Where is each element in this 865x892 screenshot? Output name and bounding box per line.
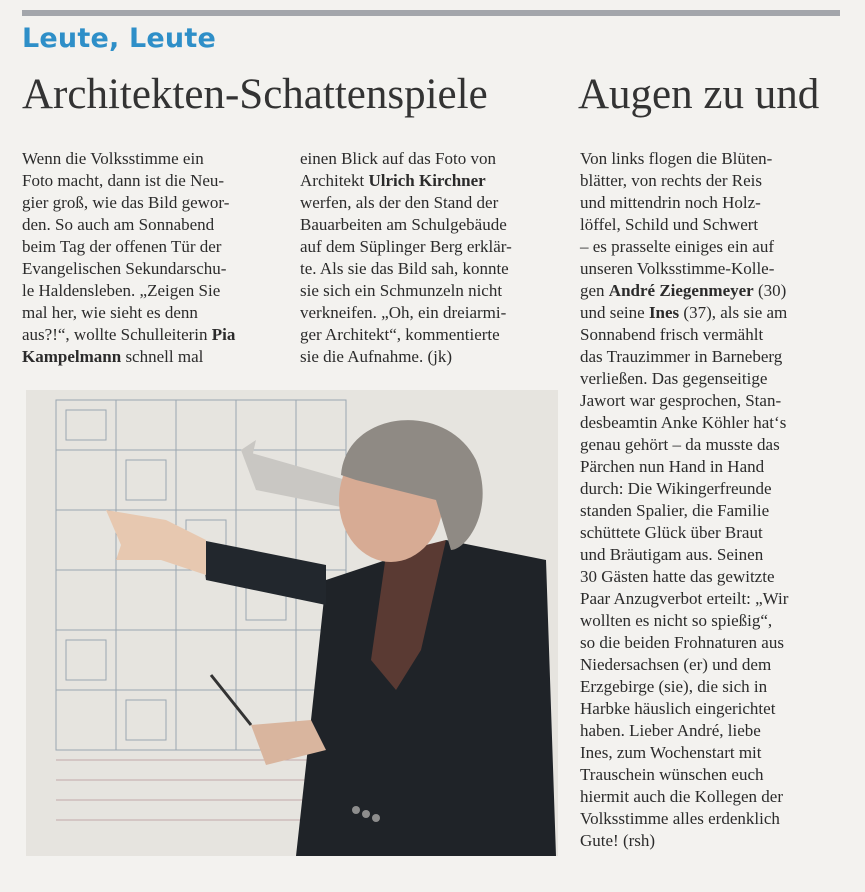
text-run: hiermit auch die Kollegen der xyxy=(580,787,783,806)
text-line xyxy=(580,280,842,302)
text-line xyxy=(580,566,842,588)
text-line xyxy=(580,346,842,368)
text-run: auf dem Süplinger Berg erklär- xyxy=(300,237,512,256)
text-run: Jawort war gesprochen, Stan- xyxy=(580,391,782,410)
text-run: desbeamtin Anke Köhler hat‘s xyxy=(580,413,787,432)
text-run: unseren Volksstimme-Kolle- xyxy=(580,259,775,278)
text-run: werfen, als der den Stand der xyxy=(300,193,499,212)
architect-photo xyxy=(26,390,558,856)
article1-column2 xyxy=(300,148,562,368)
text-line xyxy=(580,412,842,434)
text-line xyxy=(22,170,284,192)
text-run: aus?!“, wollte Schulleiterin xyxy=(22,325,212,344)
text-run: Niedersachsen (er) und dem xyxy=(580,655,772,674)
text-line xyxy=(580,324,842,346)
text-line xyxy=(580,676,842,698)
text-run: Gute! (rsh) xyxy=(580,831,656,850)
text-line xyxy=(580,258,842,280)
text-run: 30 Gästen hatte das gewitzte xyxy=(580,567,775,586)
text-line xyxy=(22,324,284,346)
text-line xyxy=(300,324,562,346)
text-line xyxy=(580,786,842,808)
text-run: Harbke häuslich eingerichtet xyxy=(580,699,776,718)
text-run: sie sich ein Schmunzeln nicht xyxy=(300,281,503,300)
text-run: Foto macht, dann ist die Neu- xyxy=(22,171,225,190)
text-line xyxy=(22,236,284,258)
text-line xyxy=(580,588,842,610)
headline-augen-zu: Augen zu und xyxy=(578,71,820,118)
bold-name: Kampelmann xyxy=(22,347,122,366)
article1-column1 xyxy=(22,148,284,368)
text-run: Bauarbeiten am Schulgebäude xyxy=(300,215,507,234)
text-run: gen xyxy=(580,281,609,300)
text-line xyxy=(580,478,842,500)
text-line xyxy=(580,434,842,456)
text-line xyxy=(580,544,842,566)
text-line xyxy=(580,522,842,544)
text-line xyxy=(580,764,842,786)
text-run: und mittendrin noch Holz- xyxy=(580,193,761,212)
text-run: Architekt xyxy=(300,171,369,190)
text-line xyxy=(580,698,842,720)
text-run: (37), als sie am xyxy=(679,303,788,322)
text-line xyxy=(580,830,842,852)
text-line xyxy=(580,610,842,632)
text-line xyxy=(22,214,284,236)
text-line xyxy=(580,808,842,830)
text-line xyxy=(22,258,284,280)
text-run: (30) xyxy=(753,281,787,300)
text-run: Von links flogen die Blüten- xyxy=(580,149,773,168)
text-run: schnell mal xyxy=(121,347,204,366)
text-run: te. Als sie das Bild sah, konnte xyxy=(300,259,509,278)
text-line xyxy=(300,192,562,214)
text-run: beim Tag der offenen Tür der xyxy=(22,237,222,256)
text-line xyxy=(22,148,284,170)
text-run: – es prasselte einiges ein auf xyxy=(580,237,775,256)
text-run: Volksstimme alles erdenklich xyxy=(580,809,780,828)
text-run: verließen. Das gegenseitige xyxy=(580,369,768,388)
text-run: Pärchen nun Hand in Hand xyxy=(580,457,765,476)
text-line xyxy=(580,302,842,324)
text-line xyxy=(580,390,842,412)
text-run: sie die Aufnahme. (jk) xyxy=(300,347,453,366)
text-run: Evangelischen Sekundarschu- xyxy=(22,259,227,278)
text-run: so die beiden Frohnaturen aus xyxy=(580,633,784,652)
text-run: und seine xyxy=(580,303,649,322)
text-line xyxy=(22,192,284,214)
text-run: einen Blick auf das Foto von xyxy=(300,149,496,168)
bold-name: Ulrich Kirchner xyxy=(368,171,486,190)
section-label: Leute, Leute xyxy=(22,23,216,54)
text-line xyxy=(580,456,842,478)
text-line xyxy=(22,302,284,324)
text-run: löffel, Schild und Schwert xyxy=(580,215,759,234)
bold-name: André Ziegenmeyer xyxy=(608,281,754,300)
text-line xyxy=(300,148,562,170)
text-run: genau gehört – da musste das xyxy=(580,435,780,454)
bold-name: Pia xyxy=(211,325,236,344)
text-run: und Bräutigam aus. Seinen xyxy=(580,545,764,564)
text-run: standen Spalier, die Familie xyxy=(580,501,770,520)
text-line xyxy=(300,302,562,324)
text-run: Trauschein wünschen euch xyxy=(580,765,764,784)
text-run: Wenn die Volksstimme ein xyxy=(22,149,204,168)
text-line xyxy=(580,170,842,192)
text-line xyxy=(22,346,284,368)
top-rule xyxy=(22,10,840,16)
text-line xyxy=(22,280,284,302)
text-run: blätter, von rechts der Reis xyxy=(580,171,763,190)
text-line xyxy=(300,170,562,192)
headline-architekten: Architekten-Schattenspiele xyxy=(22,71,488,118)
text-run: gier groß, wie das Bild gewor- xyxy=(22,193,230,212)
text-line xyxy=(580,632,842,654)
text-line xyxy=(580,742,842,764)
text-run: das Trauzimmer in Barneberg xyxy=(580,347,783,366)
text-line xyxy=(580,500,842,522)
text-run: den. So auch am Sonnabend xyxy=(22,215,215,234)
text-run: Sonnabend frisch vermählt xyxy=(580,325,764,344)
text-run: le Haldensleben. „Zeigen Sie xyxy=(22,281,221,300)
text-run: schüttete Glück über Braut xyxy=(580,523,763,542)
text-line xyxy=(580,214,842,236)
text-run: Paar Anzugverbot erteilt: „Wir xyxy=(580,589,789,608)
text-line xyxy=(580,720,842,742)
text-run: Ines, zum Wochenstart mit xyxy=(580,743,762,762)
text-run: haben. Lieber André, liebe xyxy=(580,721,761,740)
text-line xyxy=(580,148,842,170)
text-line xyxy=(300,258,562,280)
text-run: durch: Die Wikingerfreunde xyxy=(580,479,772,498)
text-line xyxy=(300,346,562,368)
text-line xyxy=(300,280,562,302)
text-run: mal her, wie sieht es denn xyxy=(22,303,198,322)
text-line xyxy=(300,236,562,258)
text-run: verkneifen. „Oh, ein dreiarmi- xyxy=(300,303,507,322)
text-line xyxy=(580,192,842,214)
text-run: wollten es nicht so spießig“, xyxy=(580,611,773,630)
text-line xyxy=(580,236,842,258)
text-run: Erzgebirge (sie), die sich in xyxy=(580,677,768,696)
text-line xyxy=(300,214,562,236)
text-line xyxy=(580,654,842,676)
bold-name: Ines xyxy=(648,303,680,322)
text-line xyxy=(580,368,842,390)
text-run: ger Architekt“, kommentierte xyxy=(300,325,500,344)
article2-column1 xyxy=(580,148,842,852)
